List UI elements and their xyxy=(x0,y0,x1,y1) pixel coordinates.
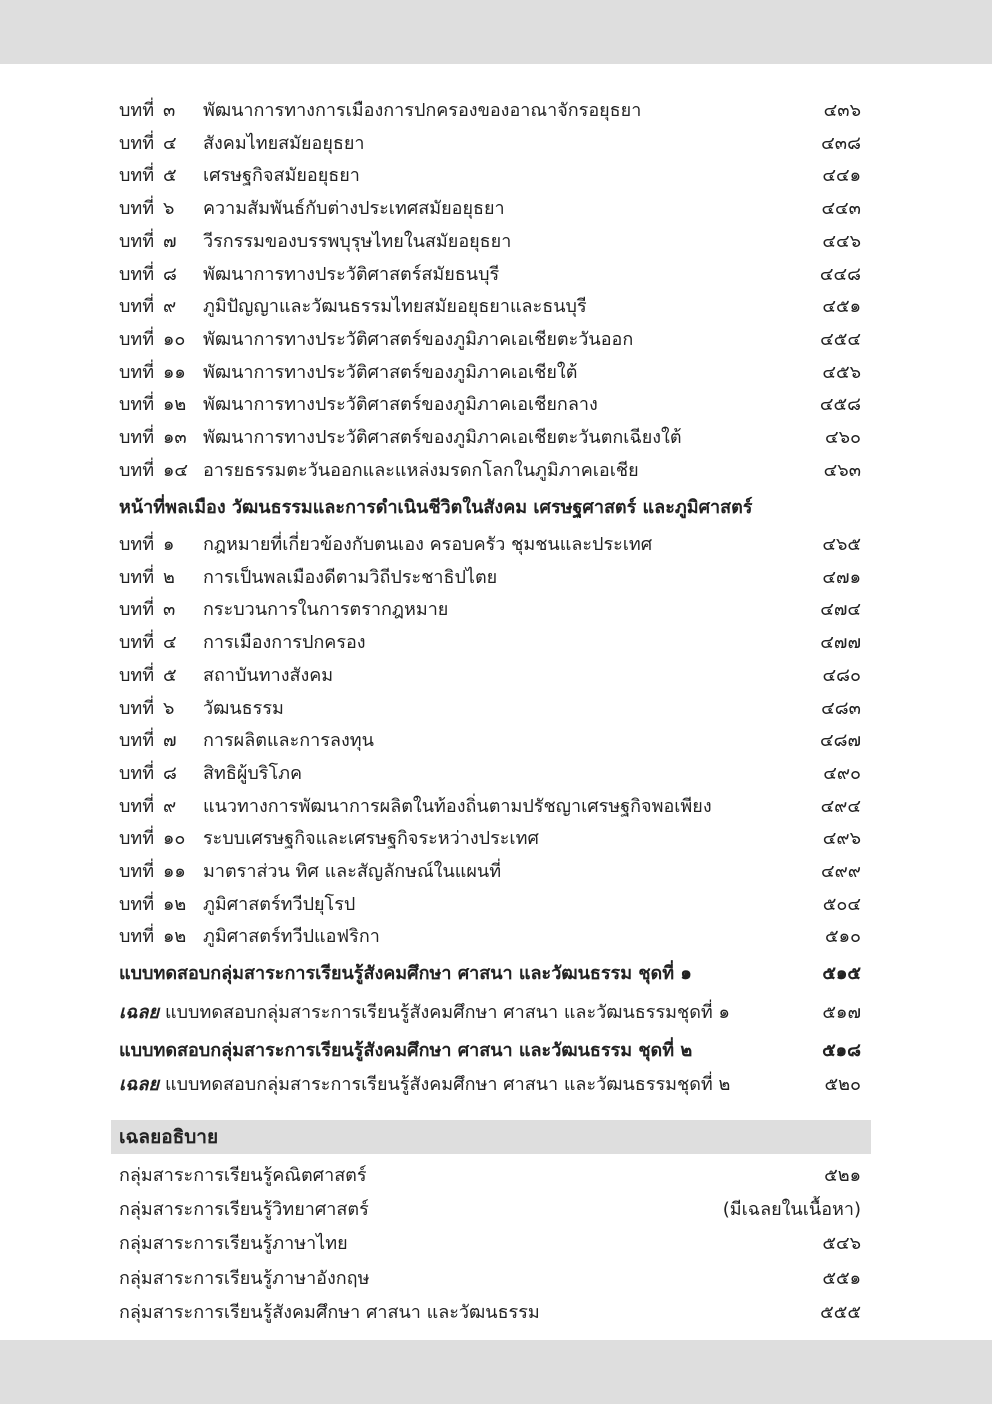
chapter-number: ๑๔ xyxy=(163,459,189,481)
chapter-label: บทที่ xyxy=(119,534,155,555)
chapter-label: บทที่ xyxy=(119,664,155,686)
chapter-title: ระบบเศรษฐกิจและเศรษฐกิจระหว่างประเทศ xyxy=(203,828,539,850)
chapter-label: บทที่ xyxy=(119,427,155,448)
toc-entry[interactable] xyxy=(119,325,861,355)
test-title: แบบทดสอบกลุ่มสาระการเรียนรู้สังคมศึกษา ศาสนา และวัฒนธรรม ชุดที่ ๑ xyxy=(119,963,692,984)
toc-entry[interactable] xyxy=(119,194,861,224)
subject-title: กลุ่มสาระการเรียนรู้สังคมศึกษา ศาสนา และวัฒนธรรม xyxy=(119,1301,540,1323)
explained-answers-heading-bar xyxy=(111,1120,871,1154)
toc-answer-entry[interactable] xyxy=(119,1298,861,1328)
chapter-number: ๗ xyxy=(163,730,177,752)
chapter-number: ๓ xyxy=(163,100,176,121)
chapter-label: บทที่ xyxy=(119,893,155,915)
chapter-number: ๕ xyxy=(163,165,177,187)
toc-entry[interactable] xyxy=(119,96,861,126)
toc-entry[interactable] xyxy=(119,922,861,952)
chapter-title: ภูมิศาสตร์ทวีปยุโรป xyxy=(203,893,356,915)
page-number: ๕๒๐ xyxy=(824,1074,861,1095)
page-number: ๕๑๐ xyxy=(824,926,861,948)
chapter-title: พัฒนาการทางประวัติศาสตร์ของภูมิภาคเอเชียตะวันตกเฉียงใต้ xyxy=(203,427,682,448)
chapter-title: การเป็นพลเมืองดีตามวิถีประชาธิปไตย xyxy=(203,566,498,588)
page-number: ๔๕๖ xyxy=(822,361,861,383)
page-number: ๕๐๔ xyxy=(822,893,861,915)
page-number: ๔๕๑ xyxy=(822,296,861,318)
chapter-number: ๑๑ xyxy=(163,861,186,882)
chapter-number: ๖ xyxy=(163,697,175,719)
page-number: ๔๘๐ xyxy=(822,664,861,686)
toc-entry[interactable] xyxy=(119,292,861,322)
page-number: ๔๙๔ xyxy=(820,795,861,817)
chapter-number: ๑ xyxy=(163,534,175,555)
subject-title: กลุ่มสาระการเรียนรู้คณิตศาสตร์ xyxy=(119,1165,367,1186)
chapter-label: บทที่ xyxy=(119,263,155,285)
toc-test-entry[interactable] xyxy=(119,1036,861,1066)
page-number: ๕๒๑ xyxy=(824,1165,861,1186)
chapter-title: แนวทางการพัฒนาการผลิตในท้องถิ่นตามปรัชญาเศรษฐกิจพอเพียง xyxy=(203,795,712,817)
chapter-title: พัฒนาการทางประวัติศาสตร์ของภูมิภาคเอเชียใต้ xyxy=(203,361,578,383)
chapter-label: บทที่ xyxy=(119,599,155,621)
subject-title: กลุ่มสาระการเรียนรู้วิทยาศาสตร์ xyxy=(119,1199,369,1221)
chapter-number: ๕ xyxy=(163,664,177,686)
page-number: ๕๕๑ xyxy=(822,1267,861,1289)
chapter-label: บทที่ xyxy=(119,361,155,383)
toc-entry[interactable] xyxy=(119,260,861,290)
chapter-title: วีรกรรมของบรรพบุรุษไทยในสมัยอยุธยา xyxy=(203,230,512,252)
chapter-title: สิทธิผู้บริโภค xyxy=(203,762,303,784)
chapter-number: ๑๐ xyxy=(163,328,186,350)
answer-key-tag: เฉลย xyxy=(119,1002,159,1023)
chapter-number: ๙ xyxy=(163,795,177,817)
chapter-number: ๗ xyxy=(163,230,177,252)
page-number: ๔๓๘ xyxy=(821,132,861,154)
page-number: ๔๙๖ xyxy=(822,828,861,850)
subject-title: กลุ่มสาระการเรียนรู้ภาษาไทย xyxy=(119,1233,348,1255)
page-number: ๔๗๗ xyxy=(820,632,861,654)
chapter-title: กฎหมายที่เกี่ยวข้องกับตนเอง ครอบครัว ชุมชนและประเทศ xyxy=(203,534,653,555)
test-title: แบบทดสอบกลุ่มสาระการเรียนรู้สังคมศึกษา ศาสนา และวัฒนธรรมชุดที่ ๒ xyxy=(165,1074,731,1095)
toc-entry[interactable] xyxy=(119,530,861,560)
chapter-number: ๑๑ xyxy=(163,361,186,383)
chapter-title: มาตราส่วน ทิศ และสัญลักษณ์ในแผนที่ xyxy=(203,861,502,882)
chapter-label: บทที่ xyxy=(119,828,155,850)
chapter-title: พัฒนาการทางประวัติศาสตร์ของภูมิภาคเอเชียกลาง xyxy=(203,394,598,416)
answer-key-tag: เฉลย xyxy=(119,1074,159,1095)
page-number: ๔๗๔ xyxy=(820,599,861,621)
chapter-label: บทที่ xyxy=(119,132,155,154)
explained-answers-heading: เฉลยอธิบาย xyxy=(119,1126,219,1148)
subject-title: กลุ่มสาระการเรียนรู้ภาษาอังกฤษ xyxy=(119,1267,370,1289)
chapter-number: ๘ xyxy=(163,762,177,784)
page-number: ๔๖๕ xyxy=(822,534,861,555)
toc-entry[interactable] xyxy=(119,857,861,887)
toc-entry[interactable] xyxy=(119,726,861,756)
page-number: ๔๙๙ xyxy=(821,861,861,882)
page-number: ๔๕๔ xyxy=(820,328,861,350)
toc-entry[interactable] xyxy=(119,792,861,822)
page-number: ๔๙๐ xyxy=(823,762,861,784)
test-title: แบบทดสอบกลุ่มสาระการเรียนรู้สังคมศึกษา ศาสนา และวัฒนธรรม ชุดที่ ๒ xyxy=(119,1040,693,1061)
chapter-title: สถาบันทางสังคม xyxy=(203,664,334,686)
chapter-title: พัฒนาการทางประวัติศาสตร์สมัยธนบุรี xyxy=(203,263,500,285)
chapter-number: ๔ xyxy=(163,632,177,654)
chapter-number: ๑๐ xyxy=(163,828,186,850)
page-number: ๕๑๗ xyxy=(822,1002,861,1023)
section-heading-civics: หน้าที่พลเมือง วัฒนธรรมและการดำเนินชีวิตในสังคม เศรษฐศาสตร์ และภูมิศาสตร์ xyxy=(119,497,753,518)
chapter-label: บทที่ xyxy=(119,762,155,784)
toc-entry[interactable] xyxy=(119,824,861,854)
toc-answer-entry[interactable] xyxy=(119,1161,861,1191)
toc-test-entry[interactable] xyxy=(119,998,861,1028)
chapter-label: บทที่ xyxy=(119,566,155,588)
chapter-number: ๒ xyxy=(163,566,175,588)
page-number: ๕๔๖ xyxy=(822,1233,861,1255)
page-number: ๔๓๖ xyxy=(823,100,861,121)
toc-entry[interactable] xyxy=(119,694,861,724)
chapter-number: ๘ xyxy=(163,263,177,285)
page-number: (มีเฉลยในเนื้อหา) xyxy=(722,1199,861,1221)
chapter-label: บทที่ xyxy=(119,198,155,220)
chapter-title: เศรษฐกิจสมัยอยุธยา xyxy=(203,165,360,187)
toc-entry[interactable] xyxy=(119,129,861,159)
chapter-label: บทที่ xyxy=(119,328,155,350)
chapter-label: บทที่ xyxy=(119,697,155,719)
test-title: แบบทดสอบกลุ่มสาระการเรียนรู้สังคมศึกษา ศาสนา และวัฒนธรรมชุดที่ ๑ xyxy=(165,1002,730,1023)
chapter-title: การผลิตและการลงทุน xyxy=(203,730,374,752)
chapter-number: ๑๒ xyxy=(163,926,187,948)
chapter-label: บทที่ xyxy=(119,795,155,817)
chapter-number: ๑๒ xyxy=(163,893,187,915)
page-number: ๕๕๕ xyxy=(820,1301,861,1323)
toc-answer-entry[interactable] xyxy=(119,1229,861,1259)
chapter-label: บทที่ xyxy=(119,394,155,416)
page-number: ๔๔๑ xyxy=(822,165,861,187)
toc-entry[interactable] xyxy=(119,390,861,420)
page-number: ๔๔๖ xyxy=(822,230,861,252)
chapter-title: อารยธรรมตะวันออกและแหล่งมรดกโลกในภูมิภาคเอเชีย xyxy=(203,459,639,481)
page-number: ๔๘๗ xyxy=(819,730,861,752)
chapter-title: พัฒนาการทางการเมืองการปกครองของอาณาจักรอยุธยา xyxy=(203,100,642,121)
chapter-title: ความสัมพันธ์กับต่างประเทศสมัยอยุธยา xyxy=(203,198,505,220)
toc-entry[interactable] xyxy=(119,628,861,658)
chapter-label: บทที่ xyxy=(119,165,155,187)
toc-entry[interactable] xyxy=(119,890,861,920)
toc-entry[interactable] xyxy=(119,423,861,453)
top-gray-band xyxy=(0,0,992,64)
chapter-title: ภูมิปัญญาและวัฒนธรรมไทยสมัยอยุธยาและธนบุรี xyxy=(203,296,587,318)
page-number: ๔๖๓ xyxy=(823,459,861,481)
bottom-gray-band xyxy=(0,1340,992,1404)
page-number: ๔๖๐ xyxy=(824,427,861,448)
toc-entry[interactable] xyxy=(119,358,861,388)
toc-entry[interactable] xyxy=(119,456,861,486)
chapter-title: สังคมไทยสมัยอยุธยา xyxy=(203,132,365,154)
chapter-number: ๙ xyxy=(163,296,177,318)
chapter-number: ๔ xyxy=(163,132,177,154)
toc-entry[interactable] xyxy=(119,759,861,789)
toc-test-entry[interactable] xyxy=(119,1070,861,1100)
page-number: ๔๘๓ xyxy=(821,697,861,719)
page-number: ๔๔๓ xyxy=(821,198,861,220)
chapter-label: บทที่ xyxy=(119,730,155,752)
chapter-title: ภูมิศาสตร์ทวีปแอฟริกา xyxy=(203,926,380,948)
toc-entry[interactable] xyxy=(119,595,861,625)
chapter-label: บทที่ xyxy=(119,861,155,882)
page-number: ๔๔๘ xyxy=(819,263,861,285)
toc-entry[interactable] xyxy=(119,227,861,257)
toc-answer-entry[interactable] xyxy=(119,1264,861,1294)
chapter-number: ๑๓ xyxy=(163,427,187,448)
chapter-label: บทที่ xyxy=(119,632,155,654)
toc-entry[interactable] xyxy=(119,563,861,593)
page-number: ๔๕๘ xyxy=(819,394,861,416)
page-number: ๕๑๘ xyxy=(822,1040,861,1061)
toc-entry[interactable] xyxy=(119,161,861,191)
chapter-title: พัฒนาการทางประวัติศาสตร์ของภูมิภาคเอเชียตะวันออก xyxy=(203,328,634,350)
chapter-label: บทที่ xyxy=(119,230,155,252)
page-number: ๔๗๑ xyxy=(822,566,861,588)
chapter-number: ๖ xyxy=(163,198,175,220)
chapter-number: ๑๒ xyxy=(163,394,187,416)
chapter-label: บทที่ xyxy=(119,296,155,318)
toc-answer-entry[interactable] xyxy=(119,1195,861,1225)
chapter-title: การเมืองการปกครอง xyxy=(203,632,366,654)
chapter-title: กระบวนการในการตรากฎหมาย xyxy=(203,599,449,621)
chapter-label: บทที่ xyxy=(119,100,155,121)
toc-entry[interactable] xyxy=(119,661,861,691)
chapter-title: วัฒนธรรม xyxy=(203,697,284,719)
chapter-number: ๓ xyxy=(163,599,176,621)
chapter-label: บทที่ xyxy=(119,459,155,481)
page-number: ๕๑๕ xyxy=(822,963,861,984)
chapter-label: บทที่ xyxy=(119,926,155,948)
toc-test-entry[interactable] xyxy=(119,959,861,989)
